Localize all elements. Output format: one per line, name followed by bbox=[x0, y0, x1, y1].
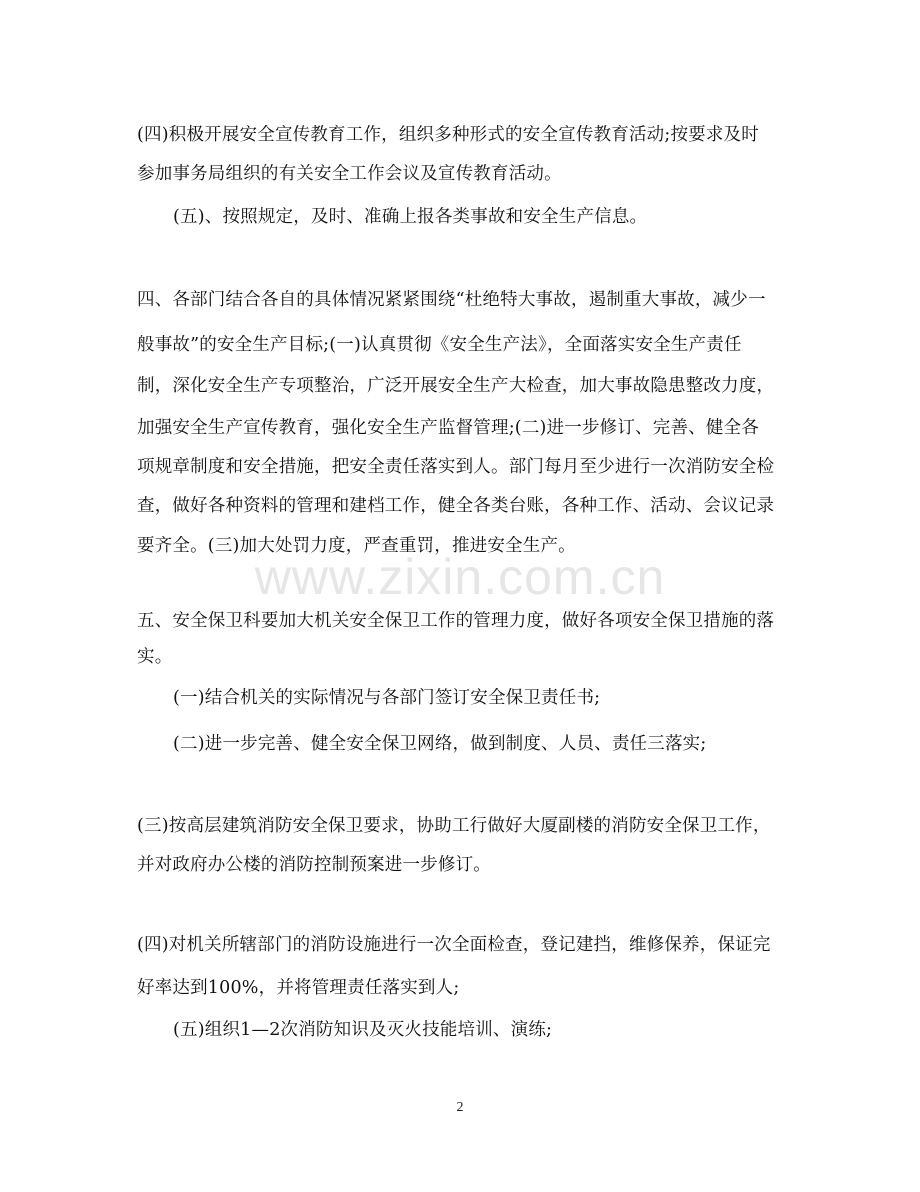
text-line: 五、安全保卫科要加大机关安全保卫工作的管理力度，做好各项安全保卫措施的落 bbox=[137, 611, 775, 631]
text-line: 并对政府办公楼的消防控制预案进一步修订。 bbox=[137, 855, 491, 875]
text-line: 制，深化安全生产专项整治，广泛开展安全生产大检查，加大事故隐患整改力度， bbox=[137, 376, 775, 396]
text-line: (二)进一步完善、健全安全保卫网络，做到制度、人员、责任三落实; bbox=[173, 734, 707, 754]
page-number: 2 bbox=[456, 1100, 464, 1115]
text-line: 查，做好各种资料的管理和建档工作，健全各类台账，各种工作、活动、会议记录 bbox=[137, 496, 775, 516]
text-line: 要齐全。(三)加大处罚力度，严查重罚，推进安全生产。 bbox=[137, 536, 576, 556]
text-line: (五)、按照规定，及时、准确上报各类事故和安全生产信息。 bbox=[173, 207, 648, 227]
text-line: 参加事务局组织的有关安全工作会议及宣传教育活动。 bbox=[137, 164, 562, 184]
watermark: www.zixin.com.cn bbox=[254, 549, 666, 605]
text-line: (一)结合机关的实际情况与各部门签订安全保卫责任书; bbox=[173, 688, 601, 708]
text-line: (五)组织1—2次消防知识及灭火技能培训、演练; bbox=[173, 1020, 553, 1040]
text-line: 好率达到100%，并将管理责任落实到人; bbox=[137, 978, 460, 998]
text-line: 实。 bbox=[137, 647, 173, 667]
text-line: (四)对机关所辖部门的消防设施进行一次全面检查，登记建挡，维修保养，保证完 bbox=[137, 935, 771, 955]
text-line: 般事故”的安全生产目标;(一)认真贯彻《安全生产法》，全面落实安全生产责任 bbox=[137, 335, 742, 355]
text-line: (四)积极开展安全宣传教育工作，组织多种形式的安全宣传教育活动;按要求及时 bbox=[137, 125, 759, 145]
text-line: 加强安全生产宣传教育，强化安全生产监督管理;(二)进一步修订、完善、健全各 bbox=[137, 418, 759, 438]
text-line: 项规章制度和安全措施，把安全责任落实到人。部门每月至少进行一次消防安全检 bbox=[137, 457, 775, 477]
text-line: (三)按高层建筑消防安全保卫要求，协助工行做好大厦副楼的消防安全保卫工作， bbox=[137, 816, 771, 836]
text-line: 四、各部门结合各自的具体情况紧紧围绕“杜绝特大事故，遏制重大事故，减少一 bbox=[137, 290, 766, 310]
